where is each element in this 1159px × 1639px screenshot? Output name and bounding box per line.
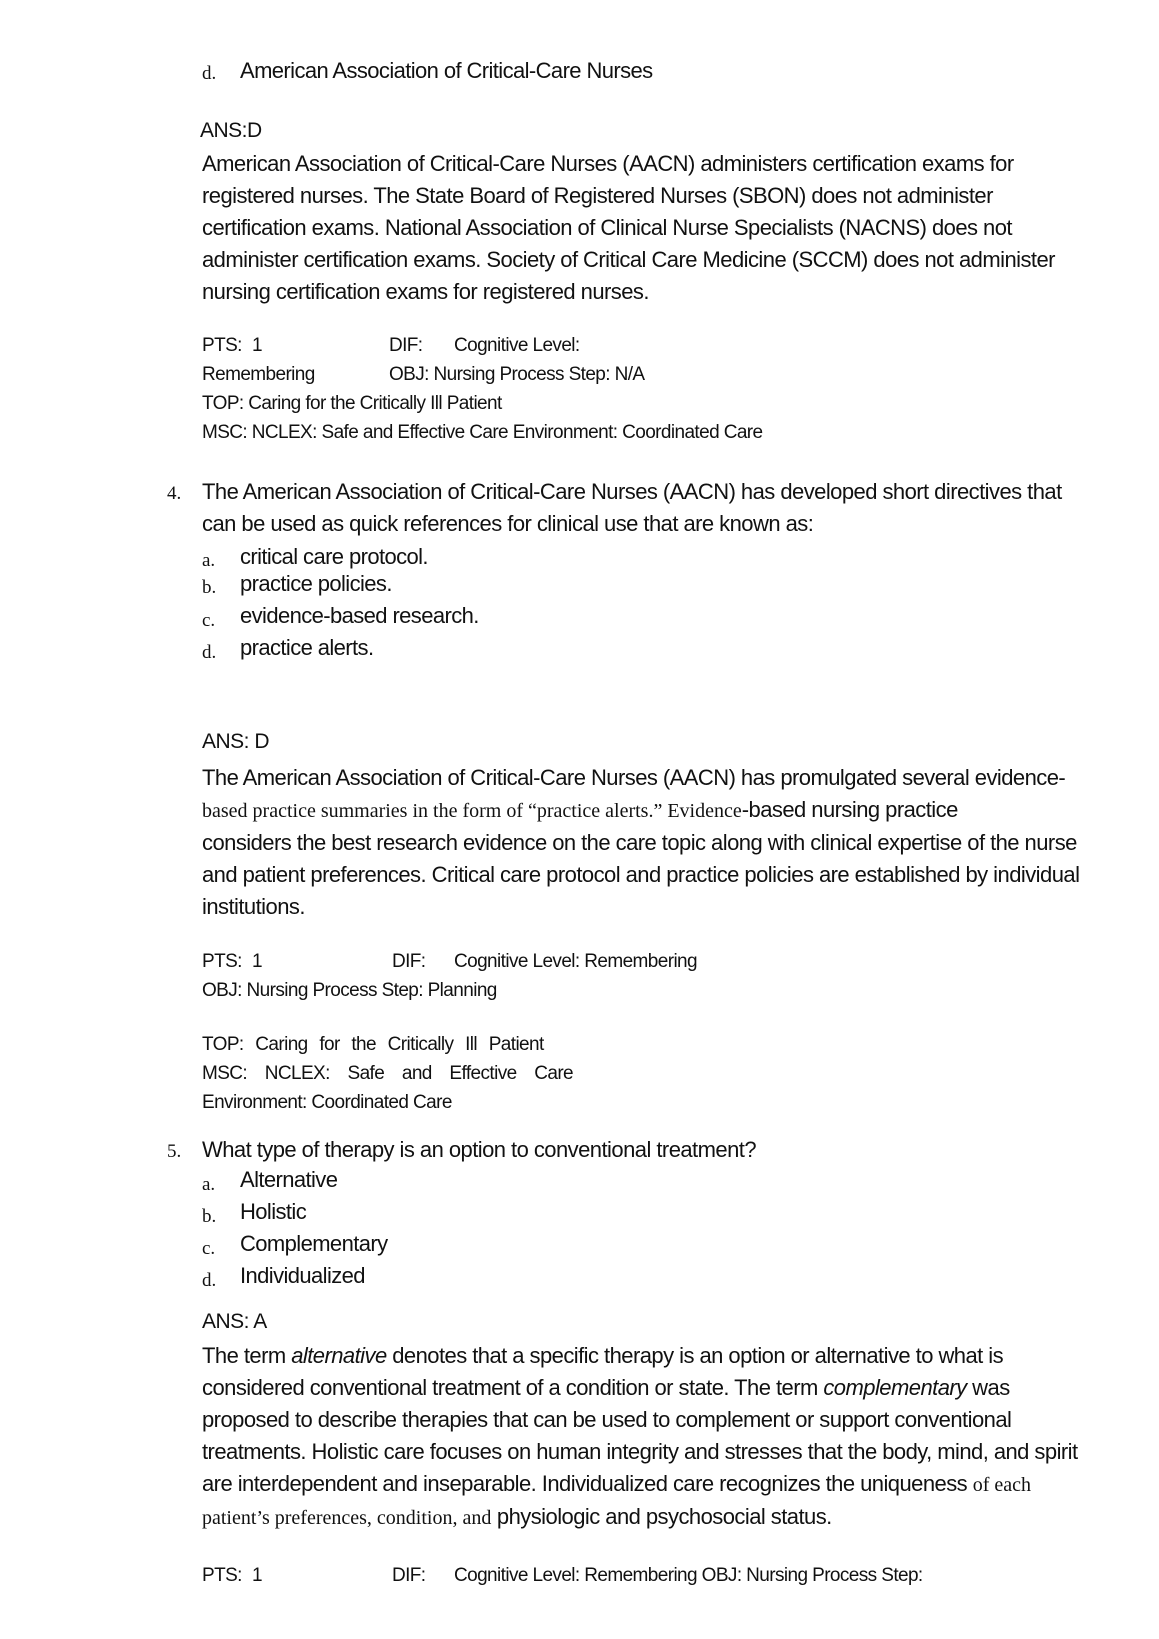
top-line: TOP: Caring for the Critically Ill Patient	[202, 393, 502, 414]
dif-value: Cognitive Level:	[454, 335, 580, 356]
rationale-serif-part: based practice summaries in the form of “practice alerts.” Evidence	[202, 800, 742, 822]
question-number: 4.	[167, 483, 182, 504]
msc-line-2: Environment: Coordinated Care	[202, 1092, 452, 1113]
rationale-rest: considers the best research evidence on the care topic along with clinical expertise of the nurse and patient preferences. Critical care protocol and practice policies are established by individual institutions.	[202, 830, 1080, 919]
rationale-paragraph	[202, 1340, 1082, 1534]
cognitive-level: Remembering	[202, 364, 315, 385]
option-text: critical care protocol.	[240, 544, 428, 569]
option-letter: a.	[202, 550, 216, 571]
rationale-part: physiologic and psychosocial status.	[491, 1504, 832, 1529]
question-text: What type of therapy is an option to conventional treatment?	[202, 1137, 757, 1162]
pts-value: 1	[252, 951, 262, 972]
term-complementary: complementary	[823, 1375, 967, 1400]
dif-value: Cognitive Level: Remembering	[454, 951, 697, 972]
rationale-line-1: The American Association of Critical-Care Nurses (AACN) has promulgated several evidence-	[202, 765, 1066, 790]
dif-label: DIF:	[392, 951, 426, 972]
option-letter: d.	[202, 642, 217, 663]
option-text: Alternative	[240, 1167, 338, 1192]
option-letter: b.	[202, 577, 217, 598]
option-letter: c.	[202, 610, 216, 631]
option-text: Individualized	[240, 1263, 365, 1288]
option-letter: b.	[202, 1206, 217, 1227]
rationale-text: American Association of Critical-Care Nurses (AACN) administers certification exams for registered nurses. The State Board of Registered Nurses (SBON) does not administer certification exams. National Association of Clinical Nurse Specialists (NACNS) does not administer certification exams. Society of Critical Care Medicine (SCCM) does not administer nursing certification exams for registered nurses.	[202, 151, 1055, 304]
answer-label: ANS:D	[200, 119, 262, 142]
option-text: Holistic	[240, 1199, 307, 1224]
option-letter: d.	[202, 63, 217, 84]
rationale-part: The term	[202, 1343, 292, 1368]
answer-label: ANS: D	[202, 730, 270, 753]
dif-label: DIF:	[392, 1565, 426, 1586]
answer-label: ANS: A	[202, 1310, 267, 1333]
rationale-serif-part: of each patient’s preferences, condition, and	[202, 1474, 1031, 1529]
rationale-paragraph	[202, 762, 1082, 923]
pts-label: PTS:	[202, 1565, 242, 1586]
rationale-paragraph	[202, 148, 1082, 308]
rationale-part: was proposed to describe therapies that can be used to complement or support conventional treatments. Holistic care focuses on human integrity and stresses that the body, mind, and spirit are interdependent and inseparable. Individualized care recognizes the uniqueness	[202, 1375, 1078, 1496]
dif-value: Cognitive Level: Remembering OBJ: Nursing Process Step:	[454, 1565, 923, 1586]
term-alternative: alternative	[291, 1343, 387, 1368]
dif-label: DIF:	[389, 335, 423, 356]
rationale-line-2	[202, 794, 1082, 827]
option-letter: c.	[202, 1238, 216, 1259]
option-letter: d.	[202, 1270, 217, 1291]
obj-line: OBJ: Nursing Process Step: Planning	[202, 980, 497, 1001]
top-line: TOP: Caring for the Critically Ill Patient	[202, 1034, 544, 1055]
rationale-line-2-rest: -based nursing practice	[741, 797, 958, 822]
option-text: evidence-based research.	[240, 603, 479, 628]
option-text: Complementary	[240, 1231, 388, 1256]
pts-label: PTS:	[202, 335, 242, 356]
option-text: American Association of Critical-Care Nurses	[240, 58, 653, 83]
pts-label: PTS:	[202, 951, 242, 972]
rationale-text	[202, 1340, 1082, 1534]
msc-line: MSC: NCLEX: Safe and Effective Care	[202, 1063, 574, 1084]
option-text: practice policies.	[240, 571, 392, 596]
option-text: practice alerts.	[240, 635, 374, 660]
pts-value: 1	[252, 1565, 262, 1586]
obj-line: OBJ: Nursing Process Step: N/A	[389, 364, 645, 385]
question-number: 5.	[167, 1141, 182, 1162]
question-text: The American Association of Critical-Care Nurses (AACN) has developed short directives that can be used as quick references for clinical use that are known as:	[202, 479, 1062, 536]
msc-line: MSC: NCLEX: Safe and Effective Care Environment: Coordinated Care	[202, 422, 763, 443]
option-letter: a.	[202, 1174, 216, 1195]
rationale-part: denotes that a specific therapy is an option or alternative to what is considered conventional treatment of a condition or state. The term	[202, 1343, 1004, 1400]
pts-value: 1	[252, 335, 262, 356]
